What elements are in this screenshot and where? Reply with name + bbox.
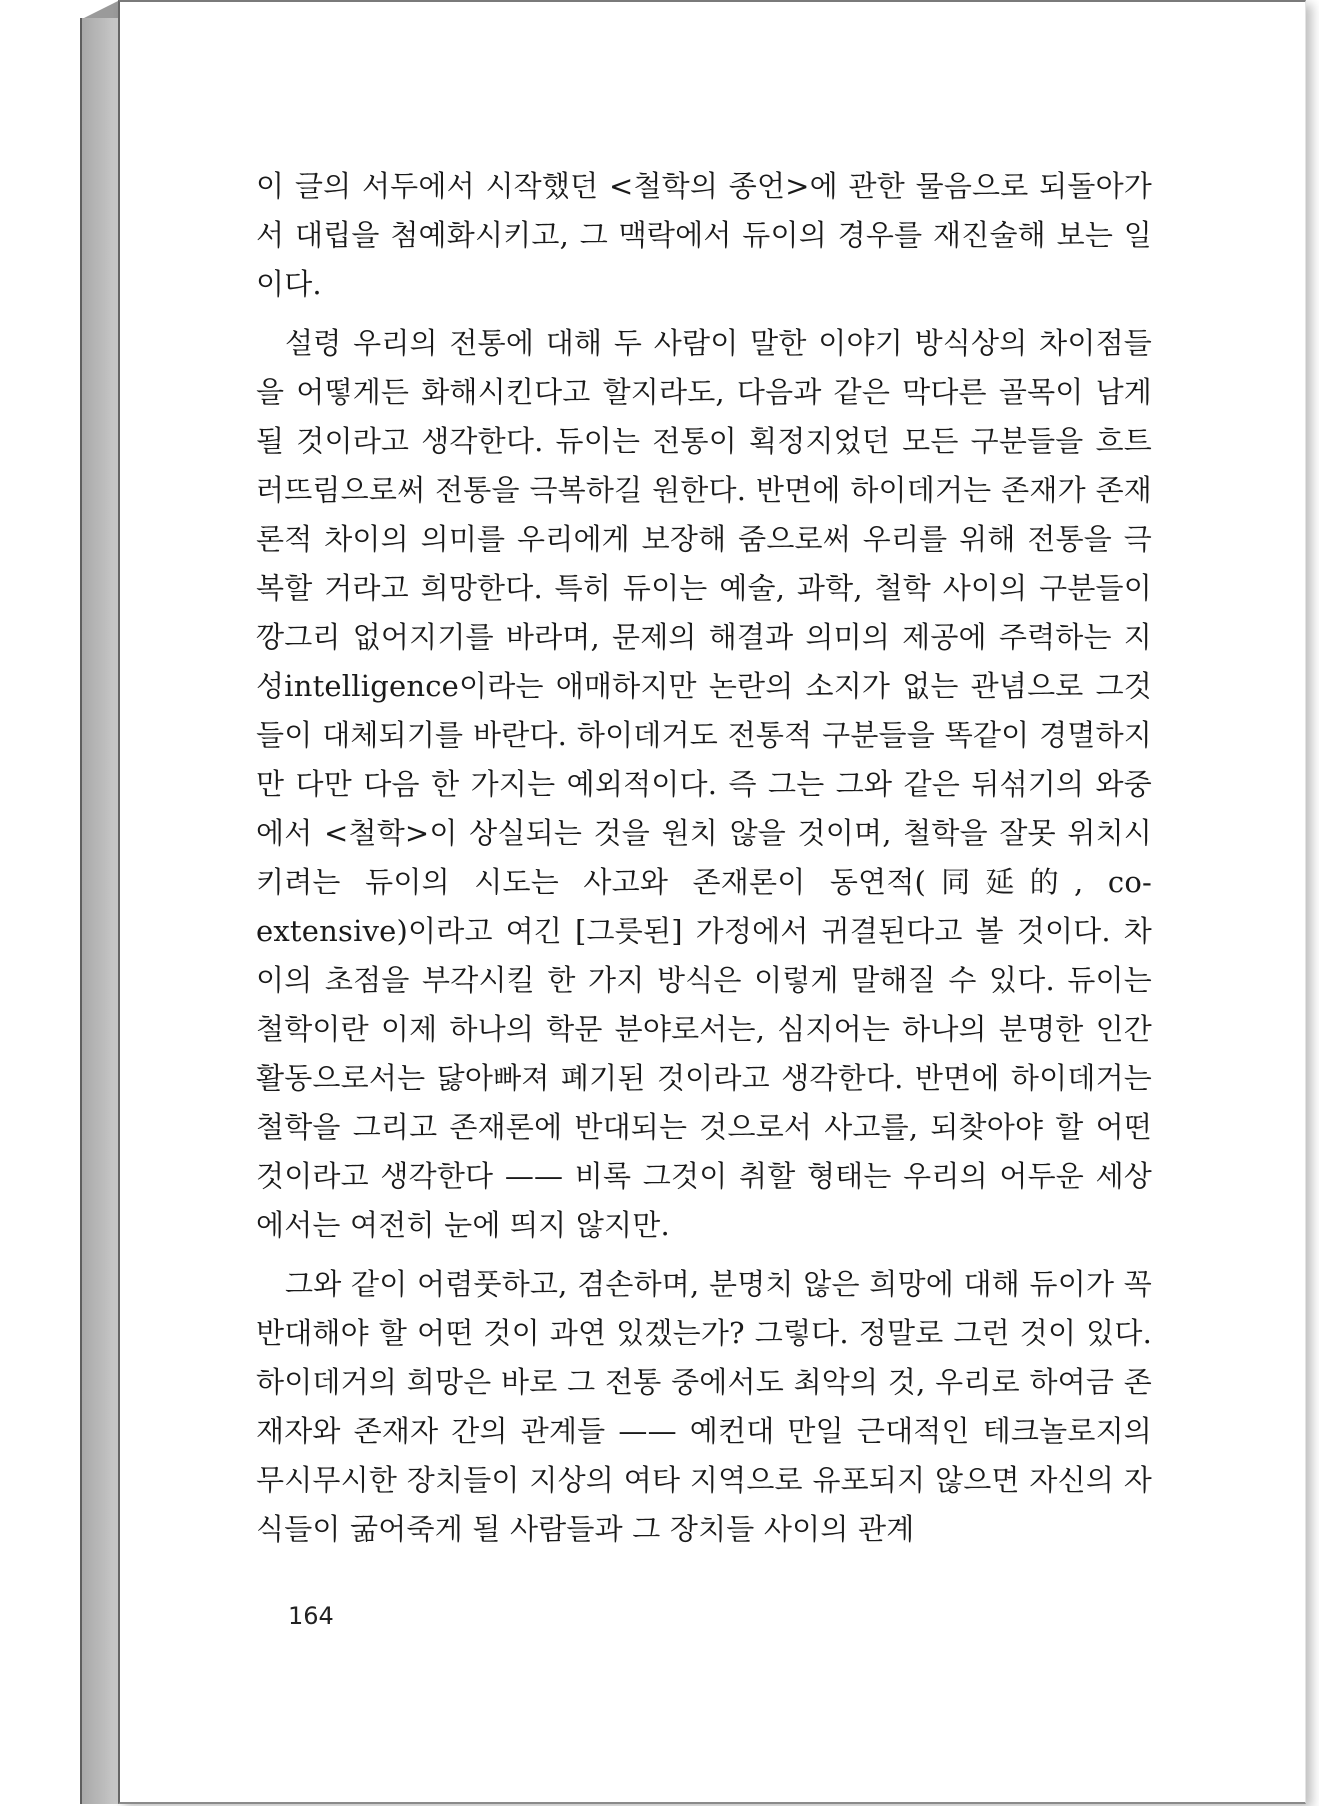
- paragraph-2: 설령 우리의 전통에 대해 두 사람이 말한 이야기 방식상의 차이점들을 어떻게든 화해시킨다고 할지라도, 다음과 같은 막다른 골목이 남게 될 것이라고 생각한다. 듀이는 전통이 획정지었던 모든 구분들을 흐트러뜨림으로써 전통을 극복하길 원한다. 반면에 하이데거는 존재가 존재론적 차이의 의미를 우리에게 보장해 줌으로써 우리를 위해 전통을 극복할 거라고 희망한다. 특히 듀이는 예술, 과학, 철학 사이의 구분들이 깡그리 없어지기를 바라며, 문제의 해결과 의미의 제공에 주력하는 지성intelligence이라는 애매하지만 논란의 소지가 없는 관념으로 그것들이 대체되기를 바란다. 하이데거도 전통적 구분들을 똑같이 경멸하지만 다만 다음 한 가지는 예외적이다. 즉 그는 그와 같은 뒤섞기의 와중에서 <철학>이 상실되는 것을 원치 않을 것이며, 철학을 잘못 위치시키려는 듀이의 시도는 사고와 존재론이 동연적(同延的, co-extensive)이라고 여긴 [그릇된] 가정에서 귀결된다고 볼 것이다. 차이의 초점을 부각시킬 한 가지 방식은 이렇게 말해질 수 있다. 듀이는 철학이란 이제 하나의 학문 분야로서는, 심지어는 하나의 분명한 인간 활동으로서는 닳아빠져 폐기된 것이라고 생각한다. 반면에 하이데거는 철학을 그리고 존재론에 반대되는 것으로서 사고를, 되찾아야 할 어떤 것이라고 생각한다 —— 비록 그것이 취할 형태는 우리의 어두운 세상에서는 여전히 눈에 띄지 않지만.: [256, 326, 1152, 1242]
- book-page: [118, 0, 1306, 1804]
- body-text: [256, 162, 1152, 1564]
- book-edge-top: [80, 0, 120, 20]
- book-spine: [80, 18, 122, 1804]
- page-number: 164: [288, 1602, 334, 1630]
- paragraph-1: 이 글의 서두에서 시작했던 <철학의 종언>에 관한 물음으로 되돌아가서 대립을 첨예화시키고, 그 맥락에서 듀이의 경우를 재진술해 보는 일이다.: [256, 169, 1152, 301]
- paragraph-3: 그와 같이 어렴풋하고, 겸손하며, 분명치 않은 희망에 대해 듀이가 꼭 반대해야 할 어떤 것이 과연 있겠는가? 그렇다. 정말로 그런 것이 있다. 하이데거의 희망은 바로 그 전통 중에서도 최악의 것, 우리로 하여금 존재자와 존재자 간의 관계들 —— 예컨대 만일 근대적인 테크놀로지의 무시무시한 장치들이 지상의 여타 지역으로 유포되지 않으면 자신의 자식들이 굶어죽게 될 사람들과 그 장치들 사이의 관계: [256, 1267, 1152, 1546]
